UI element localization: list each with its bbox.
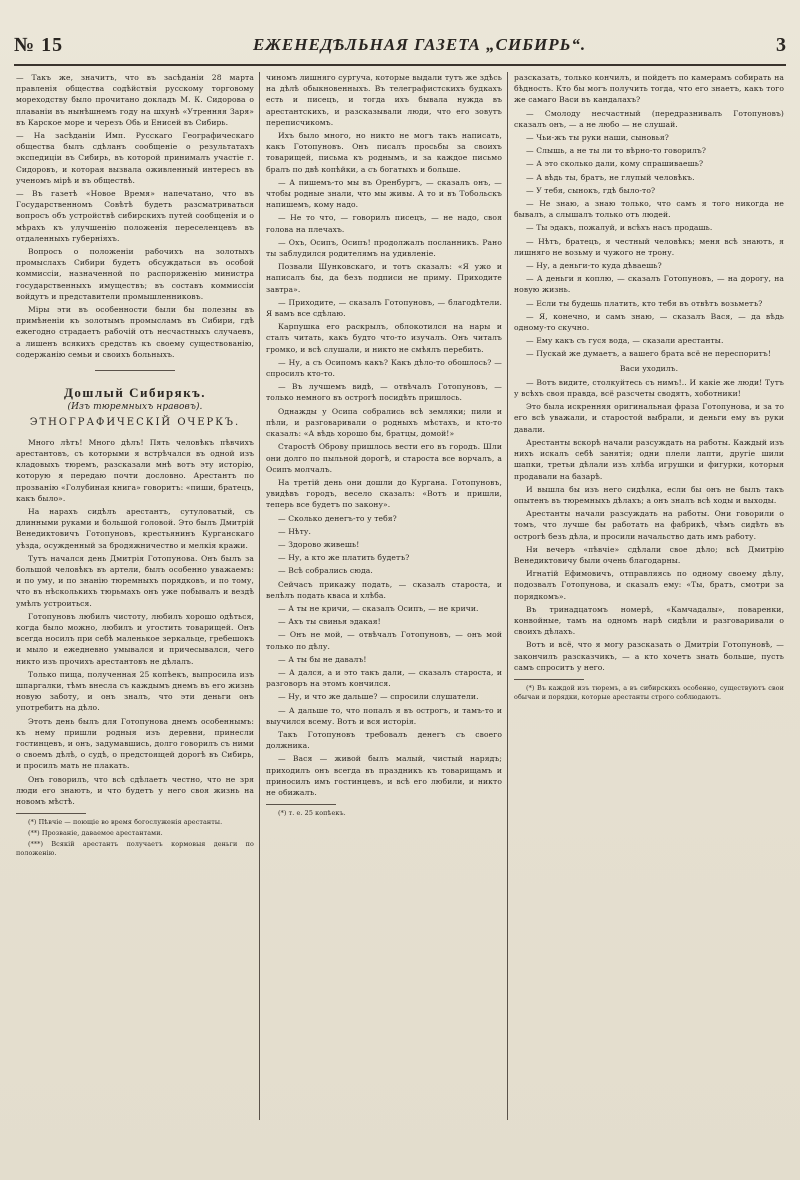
- dialogue-line: — Не знаю, а знаю только, что самъ я того никогда не бывалъ, а слышалъ только отъ людей.: [514, 199, 784, 220]
- dialogue-line: — Ему какъ съ гуся вода, — сказали арестанты.: [526, 336, 724, 346]
- story-paragraph: Арестанты начали разсуждать на работы. Они говорили о томъ, что лучше бы работать на фабрикѣ, чѣмъ сидѣть въ острогѣ безъ дѣла, и просили начальство дать имъ работу.: [514, 509, 784, 541]
- news-item: — Такъ же, значитъ, что въ засѣданіи 28 марта правленія общества содѣйствія русскому торговому мореходству было прочитано докладъ М. К. Сидорова о плаваніи въ нынѣшнемъ году на шхунѣ «Утренняя Заря» въ Карское море и черезъ Обь и Енисей въ Сибирь.: [16, 73, 254, 127]
- footnote: (*) Пѣвчіе — поющіе во время богослуженія арестанты.: [28, 818, 223, 827]
- story-paragraph: На нарахъ сидѣлъ арестантъ, сутуловатый, съ длинными руками и большой головой. Это былъ Дмитрій Венедиктовичъ Готопуновъ, крестьянинъ Курганскаго уѣзда, осужденный за бродяжничество и мелкія кражи.: [16, 506, 254, 550]
- story-paragraph: Ихъ было много, но никто не могъ такъ написать, какъ Готопуновъ. Онъ писалъ просьбы за своихъ товарищей, письма къ роднымъ, и за каждое письмо бралъ по двѣ копѣйки, а съ богатыхъ и больше.: [266, 131, 502, 174]
- newspaper-title: ЕЖЕНЕДѢЛЬНАЯ ГАЗЕТА „СИБИРЬ“.: [252, 35, 587, 54]
- story-paragraph: — Охъ, Осипъ, Осипъ! продолжалъ посланникъ. Рано ты заблудился родителямъ на удивленіе.: [266, 237, 502, 259]
- news-item: — На засѣданіи Имп. Русскаго Географическаго общества былъ сдѣланъ сообщеніе о результатахъ экспедиціи въ Сибирь, въ которой принималъ участіе г. Сидоровъ, и которая вызвала оживленный интересъ въ ученомъ мірѣ и въ обществѣ.: [16, 131, 254, 185]
- story-paragraph: Вотъ и всё, что я могу разсказать о Дмитріи Готопуновѣ, — закончилъ разсказчикъ, — а кто хочетъ знать больше, пусть самъ спроситъ у него.: [514, 640, 784, 672]
- article-subtitle: (Изъ тюремныхъ нравовъ).: [67, 402, 203, 413]
- page-header: [14, 30, 786, 60]
- story-paragraph: разсказать, только кончилъ, и пойдетъ по камерамъ собирать на бѣдность. Кто бы могъ получить тогда, что его знаетъ, какъ того же самаго Васи въ кандалахъ?: [514, 73, 784, 105]
- story-paragraph: Готопуновъ любилъ чистоту, любилъ хорошо одѣться, когда было можно, любилъ и угостить товарищей. Онъ всегда носилъ при себѣ маленькое зеркальце, гребешокъ и мыло и ежедневно умывался и причесывался, чего никто изъ прочихъ арестантовъ не дѣлалъ.: [16, 611, 254, 666]
- dialogue-line: — Слышь, а не ты ли то вѣрно-то говорилъ?: [526, 146, 707, 156]
- story-paragraph: Такъ Готопуновъ требовалъ денегъ съ своего должника.: [266, 729, 502, 751]
- news-item: Міры эти въ особенности были бы полезны въ примѣненіи къ золотымъ промысламъ въ Сибири, гдѣ ежегодно страдаетъ рабочій отъ несчастныхъ случаевъ, а лишенъ всякихъ средствъ къ своему существованію, содержанію семьи и своихъ больныхъ.: [16, 305, 254, 359]
- dialogue-line: — А вѣдь ты, братъ, не глупый человѣкъ.: [526, 172, 695, 182]
- dialogue-line: — А ты не кричи, — сказалъ Осипъ, — не кричи.: [278, 603, 479, 613]
- dialogue-line: — Нѣтъ, братецъ, я честный человѣкъ; меня всѣ знаютъ, я лишняго не возьму и чужого не трону.: [514, 236, 784, 257]
- dialogue-line: — Ну, а деньги-то куда дѣваешь?: [526, 261, 662, 271]
- dialogue-line: — Нѣту.: [278, 526, 311, 536]
- footnote: (*) т. е. 25 копѣекъ.: [278, 809, 346, 818]
- dialogue-line: — Чьи-жъ ты руки наши, сыновья?: [526, 133, 669, 143]
- story-paragraph: Этотъ день былъ для Готопунова днемъ особеннымъ: къ нему пришли родныя изъ деревни, принесли гостинцевъ, и онъ, задумавшись, долго говорилъ съ ними о своемъ дѣлѣ, о судѣ, о предстоящей дорогѣ въ Сибирь, и просилъ мать не плакать.: [16, 716, 254, 771]
- dialogue-line: — А ты бы не давалъ!: [278, 654, 367, 664]
- dialogue-line: — А дался, а и это такъ дали, — сказалъ староста, и разговоръ на этомъ кончился.: [266, 667, 502, 689]
- dialogue-line: — Если ты будешь платить, кто тебя въ отвѣтъ возьметъ?: [526, 298, 763, 308]
- column-1: [16, 72, 254, 1124]
- story-section: [16, 437, 254, 808]
- footnote: (**) Прозваніе, даваемое арестантами.: [28, 829, 163, 838]
- column-2: [266, 72, 502, 1124]
- story-paragraph: Онъ говорилъ, что всѣ сдѣлаетъ честно, что не зря люди его знаютъ, и что будетъ у него своя жизнь на новомъ мѣстѣ.: [16, 774, 254, 806]
- news-section: [16, 72, 254, 360]
- story-paragraph: чиномъ лишняго сургуча, которые выдали тутъ же здѣсь на дѣлѣ обыкновенныхъ. Въ телеграфистскихъ будкахъ есть и писецъ, и тогда ихъ бывала нужда въ арестантскихъ, и разсказывали люди, что его зовутъ переписчикомъ.: [266, 73, 502, 127]
- story-paragraph: И вышла бы изъ него сидѣлка, если бы онъ не былъ такъ опытенъ въ тюремныхъ дѣлахъ; а онъ зналъ всѣ ходы и выходы.: [514, 484, 784, 505]
- story-paragraph: Только пища, полученная 25 копѣекъ, выпросила изъ шпаргалки, тѣмъ внесла съ каждымъ днемъ въ его жизнь новую заботу, и онъ зналъ, что эти деньги онъ употребитъ на дѣло.: [16, 669, 254, 713]
- footnote: (***) Всякій арестантъ получаетъ кормовыя деньги по положенію.: [16, 840, 254, 858]
- article-title: Дошлый Сибирякъ.: [63, 385, 207, 401]
- dialogue-line: — А дальше то, что попалъ я въ острогъ, и тамъ-то и выучился всему. Вотъ и вся исторія.: [266, 705, 502, 726]
- dialogue-line: — Онъ не мой, — отвѣчалъ Готопуновъ, — онъ мой только по дѣлу.: [266, 630, 502, 651]
- story-paragraph: Въ тринадцатомъ номерѣ, «Камчадалы», поваренки, конвойные, тамъ на одномъ нарѣ сидѣли и разговаривали о своихъ дѣлахъ.: [514, 604, 784, 637]
- dialogue-line: — Ты эдакъ, пожалуй, и всѣхъ насъ продашь.: [526, 223, 713, 233]
- story-paragraph: Карпушка его раскрылъ, облокотился на нары и сталъ читать, какъ будто что-то изучалъ. Онъ читалъ громко, и всѣ слушали, и никто не смѣялъ перебить.: [266, 322, 502, 354]
- header-rule: [14, 64, 786, 66]
- dialogue-line: — Всѣ собрались сюда.: [278, 566, 373, 576]
- dialogue-line: — Здорово живешь!: [278, 539, 360, 549]
- dialogue-line: — Смолоду несчастный (передразнивалъ Готопуновъ) сказалъ онъ, — а не любо — не слушай.: [514, 108, 784, 129]
- column-divider-1: [259, 72, 260, 1120]
- dialogue-line: — А это сколько дали, кому спрашиваешь?: [526, 159, 704, 169]
- page-number: 3: [775, 33, 786, 56]
- dialogue-line: — Я, конечно, и самъ знаю, — сказалъ Вася, — да вѣдь одному-то скучно.: [514, 311, 784, 333]
- footnote-rule: [514, 679, 584, 680]
- story-paragraph: — А пишемъ-то мы въ Оренбургъ, — сказалъ онъ, — чтобы родные знали, что мы живы. А то и въ Тобольскъ напишемъ, кому надо.: [266, 177, 502, 210]
- column-3: [514, 72, 784, 1124]
- story-paragraph: Арестанты вскорѣ начали разсуждать на работы. Каждый изъ нихъ искалъ себѣ занятія; одни плели лапти, другіе шили шапки, третьи дѣлали изъ хлѣба игрушки и фигурки, которыя продавали на базарѣ.: [514, 437, 784, 481]
- footnote-rule: [266, 804, 336, 805]
- story-paragraph: — Ну, а съ Осипомъ какъ? Какъ дѣло-то обошлось? — спросилъ кто-то.: [266, 357, 502, 379]
- section-divider: [95, 370, 175, 371]
- story-paragraph: Однажды у Осипа собрались всѣ земляки; пили и пѣли, и разговаривали о родныхъ мѣстахъ, и кто-то сказалъ: «А вѣдь хорошо бы, братцы, домой!»: [266, 406, 502, 439]
- footnote-rule: [16, 813, 86, 814]
- dialogue-line: — У тебя, сынокъ, гдѣ было-то?: [526, 185, 656, 195]
- news-item: — Въ газетѣ «Новое Время» напечатано, что въ Государственномъ Совѣтѣ будетъ разсматриваться вопросъ объ устройствѣ сибирскихъ путей сообщенія и о мѣрахъ къ улучшенію положенія переселенцевъ въ отдаленныхъ губерніяхъ.: [16, 189, 254, 243]
- dialogue-line: — Сколько денегъ-то у тебя?: [278, 513, 397, 523]
- story-paragraph: Ни вечеръ «пѣвчіе» сдѣлали свое дѣло; всѣ Дмитрію Венедиктовичу были очень благодарны.: [514, 544, 784, 565]
- story-paragraph: — Въ лучшемъ видѣ, — отвѣчалъ Готопуновъ, — только немного въ острогѣ посидѣть пришлось.: [266, 382, 502, 403]
- article-genre: ЭТНОГРАФИЧЕСКІЙ ОЧЕРКЪ.: [29, 417, 241, 429]
- story-paragraph: На третій день они дошли до Кургана. Готопуновъ, увидѣвъ городъ, весело сказалъ: «Вотъ и пришли, теперь все будетъ по закону».: [266, 477, 502, 510]
- dialogue-line: — Ахъ ты свинья эдакая!: [278, 617, 381, 627]
- issue-number: № 15: [14, 33, 64, 56]
- story-paragraph: — Приходите, — сказалъ Готопуновъ, — благодѣтели. Я вамъ все сдѣлаю.: [266, 297, 502, 319]
- column-divider-2: [507, 72, 508, 1120]
- footnote: (*) Въ каждой изъ тюремъ, а въ сибирскихъ особенно, существуютъ свои обычаи и порядки, которые арестанты строго соблюдаютъ.: [514, 683, 784, 701]
- story-paragraph: — Вася — живой былъ малый, чистый нарядъ; приходилъ онъ всегда въ праздникъ къ товарищамъ и приносилъ имъ гостинцевъ, и всѣ его любили, и никто не обижалъ.: [266, 754, 502, 797]
- story-paragraph: Старостѣ Оброву пришлось вести его въ городъ. Шли они долго по пыльной дорогѣ, и староста все ворчалъ, а Осипъ молчалъ.: [266, 442, 502, 474]
- story-paragraph: Игнатій Ефимовичъ, отправляясь по одному своему дѣлу, подозвалъ Готопунова, и сказалъ ему: «Ты, братъ, смотри за порядкомъ».: [514, 569, 784, 601]
- dialogue-line: — Ну, а кто же платить будетъ?: [278, 553, 410, 563]
- dialogue-line: Сейчасъ прикажу подать, — сказалъ староста, и велѣлъ подать кваса и хлѣба.: [266, 579, 502, 600]
- dialogue-line: — А деньги я коплю, — сказалъ Готопуновъ, — на дорогу, на новую жизнь.: [514, 274, 784, 295]
- story-paragraph: Много лѣтъ! Много дѣлъ! Пять человѣкъ пѣвчихъ арестантовъ, съ которыми я встрѣчался въ одной изъ кладовыхъ тюремъ, разсказали мнѣ вотъ эту исторію, которую я передаю почти дословно. Арестантъ по прозванію «Голубиная книга» говоритъ: «пиши, братецъ, какъ было».: [16, 437, 254, 503]
- dialogue-line: — Ну, и что же дальше? — спросили слушатели.: [278, 692, 479, 702]
- story-paragraph: — Не то что, — говорилъ писецъ, — не надо, своя голова на плечахъ.: [266, 213, 502, 234]
- news-item: Вопросъ о положеніи рабочихъ на золотыхъ промыслахъ Сибири будетъ обсуждаться въ особой коммиссіи, назначенной по распоряженію министра государственныхъ имуществъ; въ составъ коммиссіи войдутъ и представители промышленниковъ.: [16, 247, 254, 301]
- scene-line: Васи уходилъ.: [619, 363, 679, 373]
- story-paragraph: Тутъ начался день Дмитрія Готопунова. Онъ былъ за большой человѣкъ въ артели, былъ особенно уважаемъ: и по уму, и по знанію тюремныхъ порядковъ, и по тому, что въ нѣсколькихъ тюрьмахъ онъ уже побывалъ и вездѣ умѣлъ устроиться.: [16, 553, 254, 608]
- story-paragraph: Это была искренняя оригинальная фраза Готопунова, и за то его всѣ уважали, и старостой выбрали, и деньги ему въ руки давали.: [514, 402, 784, 434]
- dialogue-line: — Пускай же думаетъ, а вашего брата всё не переспоритъ!: [526, 349, 771, 359]
- story-paragraph: Позвали Шунковскаго, и тотъ сказалъ: «Я ужо и написалъ бы, да безъ подписи не приму. Приходите завтра».: [266, 262, 502, 294]
- dialogue-line: — Вотъ видите, столкуйтесь съ нимъ!.. И какіе же люди! Тутъ у всѣхъ своя правда, всё разсчеты сводятъ, хоботники!: [514, 377, 784, 399]
